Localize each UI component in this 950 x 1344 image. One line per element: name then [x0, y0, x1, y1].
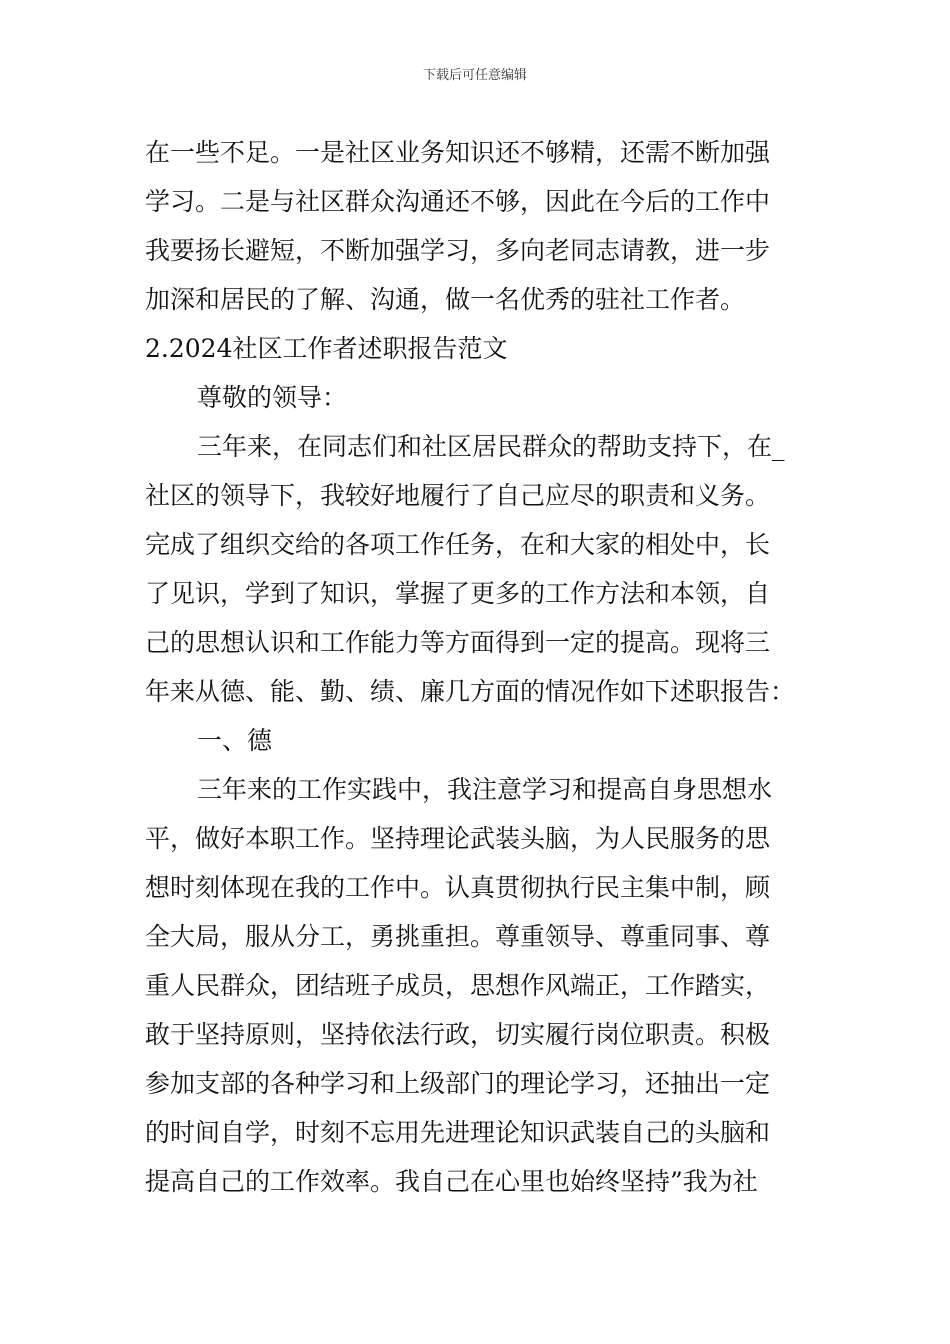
text-line: 己的思想认识和工作能力等方面得到一定的提高。现将三	[145, 628, 771, 657]
text-line: 三年来，在同志们和社区居民群众的帮助支持下，在_	[197, 432, 785, 461]
text-line: 想时刻体现在我的工作中。认真贯彻执行民主集中制，顾	[145, 873, 771, 902]
text-line: 三年来的工作实践中，我注意学习和提高自身思想水	[197, 775, 773, 804]
text-line: 全大局，服从分工，勇挑重担。尊重领导、尊重同事、尊	[145, 922, 771, 951]
salutation: 尊敬的领导：	[197, 383, 348, 412]
text-line: 我要扬长避短，不断加强学习，多向老同志请教，进一步	[145, 236, 771, 265]
text-line: 完成了组织交给的各项工作任务，在和大家的相处中，长	[145, 530, 771, 559]
text-line: 参加支部的各种学习和上级部门的理论学习，还抽出一定	[145, 1069, 771, 1098]
text-line: 学习。二是与社区群众沟通还不够，因此在今后的工作中	[145, 187, 771, 216]
text-line: 加深和居民的了解、沟通，做一名优秀的驻社工作者。	[145, 285, 746, 314]
text-line: 了见识，学到了知识，掌握了更多的工作方法和本领，自	[145, 579, 771, 608]
text-line: 在一些不足。一是社区业务知识还不够精，还需不断加强	[145, 138, 771, 167]
text-line: 年来从德、能、勤、绩、廉几方面的情况作如下述职报告：	[145, 677, 796, 706]
subsection-heading: 一、德	[197, 726, 273, 755]
text-line: 平，做好本职工作。坚持理论武装头脑，为人民服务的思	[145, 824, 771, 853]
text-line: 敢于坚持原则，坚持依法行政，切实履行岗位职责。积极	[145, 1020, 771, 1049]
text-line: 提高自己的工作效率。我自己在心里也始终坚持”我为社	[145, 1167, 758, 1196]
section-heading: 2.2024社区工作者述职报告范文	[145, 334, 508, 363]
text-line: 社区的领导下，我较好地履行了自己应尽的职责和义务。	[145, 481, 771, 510]
document-body	[145, 128, 810, 1206]
text-line: 的时间自学，时刻不忘用先进理论知识武装自己的头脑和	[145, 1118, 771, 1147]
page-header-note: 下载后可任意编辑	[422, 68, 527, 83]
text-line: 重人民群众，团结班子成员，思想作风端正，工作踏实，	[145, 971, 771, 1000]
